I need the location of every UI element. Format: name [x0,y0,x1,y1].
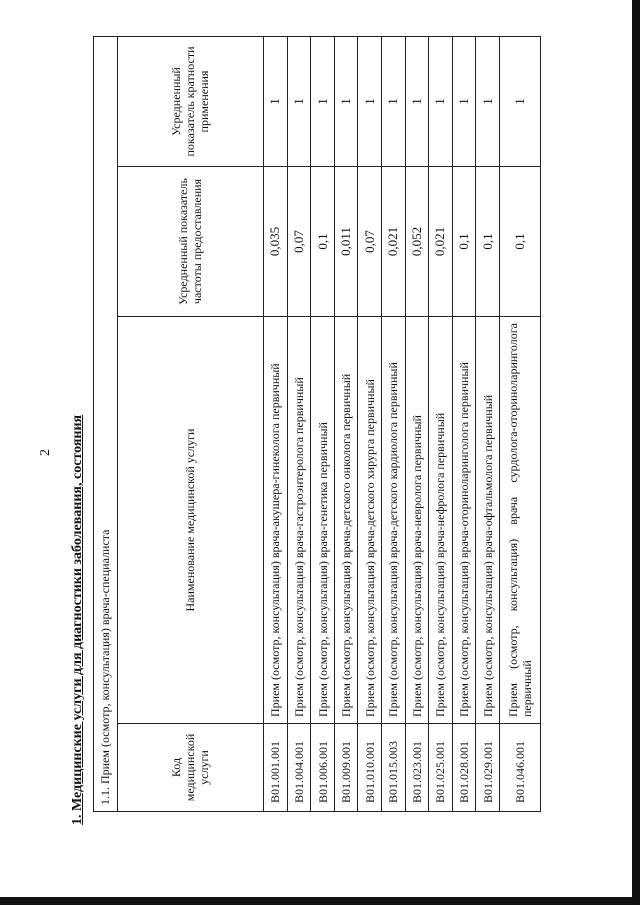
frequency-value: 0,1 [452,167,476,317]
service-name: Прием (осмотр, консультация) врача-офтальмолога первичный [476,317,500,724]
multiplicity-value: 1 [264,37,288,167]
service-name: Прием (осмотр, консультация) врача сурдолога-оториноларинголога первичный [499,317,540,724]
frequency-value: 0,011 [334,167,358,317]
service-name: Прием (осмотр, консультация) врача-генетика первичный [311,317,335,724]
service-name: Прием (осмотр, консультация) врача-детского хирурга первичный [358,317,382,724]
service-code: B01.004.001 [287,724,311,812]
services-table [93,36,541,812]
frequency-value: 0,07 [287,167,311,317]
table-row [405,37,429,812]
table-row [287,37,311,812]
frequency-value: 0,052 [405,167,429,317]
page-number: 2 [38,449,53,456]
frequency-value: 0,1 [476,167,500,317]
table-row [311,37,335,812]
service-code: B01.028.001 [452,724,476,812]
service-name: Прием (осмотр, консультация) врача-нефролога первичный [429,317,453,724]
table-row [334,37,358,812]
multiplicity-value: 1 [476,37,500,167]
section-heading: 1. Медицинские услуги для диагностики заболевания, состояния [70,414,85,825]
service-name: Прием (осмотр, консультация) врача-гастроэнтеролога первичный [287,317,311,724]
service-code: B01.025.001 [429,724,453,812]
service-code: B01.001.001 [264,724,288,812]
service-code: B01.006.001 [311,724,335,812]
multiplicity-value: 1 [334,37,358,167]
table-row [476,37,500,812]
table-row [358,37,382,812]
frequency-value: 0,1 [311,167,335,317]
service-code: B01.023.001 [405,724,429,812]
multiplicity-value: 1 [358,37,382,167]
header-code: Код медицинской услуги [117,724,264,812]
service-code: B01.009.001 [334,724,358,812]
frequency-value: 0,1 [499,167,540,317]
service-code: B01.010.001 [358,724,382,812]
multiplicity-value: 1 [429,37,453,167]
table-row [499,37,540,812]
header-multiplicity: Усредненный показатель кратности применения [117,37,264,167]
table-row [429,37,453,812]
table-row [381,37,405,812]
service-name: Прием (осмотр, консультация) врача-детского кардиолога первичный [381,317,405,724]
service-name: Прием (осмотр, консультация) врача-оториноларинголога первичный [452,317,476,724]
subsection-title: 1.1. Прием (осмотр, консультация) врача-специалиста [94,37,118,812]
header-row [117,37,264,812]
service-code: B01.029.001 [476,724,500,812]
service-name: Прием (осмотр, консультация) врача-невролога первичный [405,317,429,724]
frequency-value: 0,07 [358,167,382,317]
header-name: Наименование медицинской услуги [117,317,264,724]
subsection-row [94,37,118,812]
service-code: B01.046.001 [499,724,540,812]
service-name: Прием (осмотр, консультация) врача-акушера-гинеколога первичный [264,317,288,724]
table-row [264,37,288,812]
multiplicity-value: 1 [405,37,429,167]
multiplicity-value: 1 [311,37,335,167]
multiplicity-value: 1 [452,37,476,167]
frequency-value: 0,021 [429,167,453,317]
multiplicity-value: 1 [499,37,540,167]
multiplicity-value: 1 [287,37,311,167]
service-name: Прием (осмотр, консультация) врача-детского онколога первичный [334,317,358,724]
multiplicity-value: 1 [381,37,405,167]
service-code: B01.015.003 [381,724,405,812]
frequency-value: 0,035 [264,167,288,317]
frequency-value: 0,021 [381,167,405,317]
header-frequency: Усредненный показатель частоты предоставления [117,167,264,317]
table-row [452,37,476,812]
